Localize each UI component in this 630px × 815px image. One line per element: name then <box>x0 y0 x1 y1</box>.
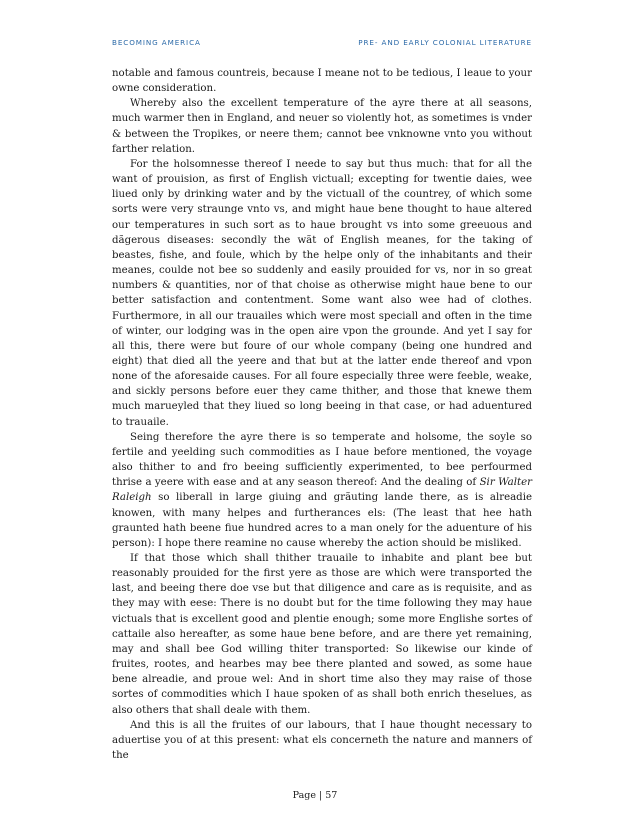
running-header-book-title: BECOMING AMERICA <box>112 38 201 47</box>
page-number: 57 <box>325 790 338 801</box>
paragraph: For the holsomnesse thereof I neede to say but thus much: that for all the want of prouision, as first of English victuall; excepting for twentie daies, wee liued only by drinking water and by the victuall of the countrey, of which some sorts were very straunge vnto vs, and might haue bene thought to haue altered our temperatures in such sort as to haue brought vs into some greeuous and dãgerous diseases: secondly the wãt of English meanes, for the taking of beastes, fishe, and foule, which by the helpe only of the inhabitants and their meanes, coulde not bee so suddenly and easily prouided for vs, nor in so great numbers & quantities, nor of that choise as otherwise might haue bene to our better satisfaction and contentment. Some want also wee had of clothes. Furthermore, in all our trauailes which were most speciall and often in the time of winter, our lodging was in the open aire vpon the grounde. And yet I say for all this, there were but foure of our whole company (being one hundred and eight) that died all the yeere and that but at the latter ende thereof and vpon none of the aforesaide causes. For all foure especially three were feeble, weake, and sickly persons before euer they came thither, and those that knewe them much marueyled that they liued so long beeing in that case, or had aduentured to trauaile. <box>112 158 532 428</box>
paragraph: And this is all the fruites of our labours, that I haue thought necessary to aduertise you of at this present: what els concerneth the nature and manners of the <box>112 719 532 762</box>
page-separator: | <box>319 790 323 801</box>
running-header-section-title: PRE- AND EARLY COLONIAL LITERATURE <box>358 38 532 47</box>
paragraph-text: Seing therefore the ayre there is so temperate and holsome, the soyle so fertile and yeelding such commodities as I haue before mentioned, the voyage also thither to and fro beeing sufficiently experimented, to bee perfourmed thrise a yeere with ease and at any season thereof: And the dealing of <box>112 431 532 489</box>
running-header <box>112 38 532 47</box>
emphasized-name: Sir Walter Raleigh <box>112 477 532 504</box>
paragraph <box>112 430 532 551</box>
paragraph-continued: notable and famous countreis, because I meane not to be tedious, I leaue to your owne consideration. <box>112 68 532 95</box>
page-number-footer <box>0 790 630 801</box>
paragraph: If that those which shall thither trauaile to inhabite and plant bee but reasonably prouided for the first yere as those are which were transported the last, and beeing there doe vse but that diligence and care as is requisite, and as they may with eese: There is no doubt but for the time following they may haue victuals that is excellent good and plentie enough; some more Englishe sortes of cattaile also hereafter, as some haue bene before, and are there yet remaining, may and shall bee God willing thiter transported: So likewise our kinde of fruites, rootes, and hearbes may bee there planted and sowed, as some haue bene alreadie, and proue wel: And in short time also they may raise of those sortes of commodities which I haue spoken of as shall both enrich theselues, as also others that shall deale with them. <box>112 553 532 716</box>
paragraph: Whereby also the excellent temperature of the ayre there at all seasons, much warmer then in England, and neuer so violently hot, as sometimes is vnder & between the Tropikes, or neere them; cannot bee vnknowne vnto you without farther relation. <box>112 98 532 155</box>
page-label: Page <box>292 790 316 801</box>
body-text <box>112 66 532 763</box>
paragraph-text: so liberall in large giuing and grãuting lande there, as is alreadie knowen, with many helpes and furtherances els: (The least that hee hath graunted hath beene fiue hundred acres to a man onely for the aduenture of his person): I hope there reamine no cause whereby the action should be misliked. <box>112 492 532 549</box>
